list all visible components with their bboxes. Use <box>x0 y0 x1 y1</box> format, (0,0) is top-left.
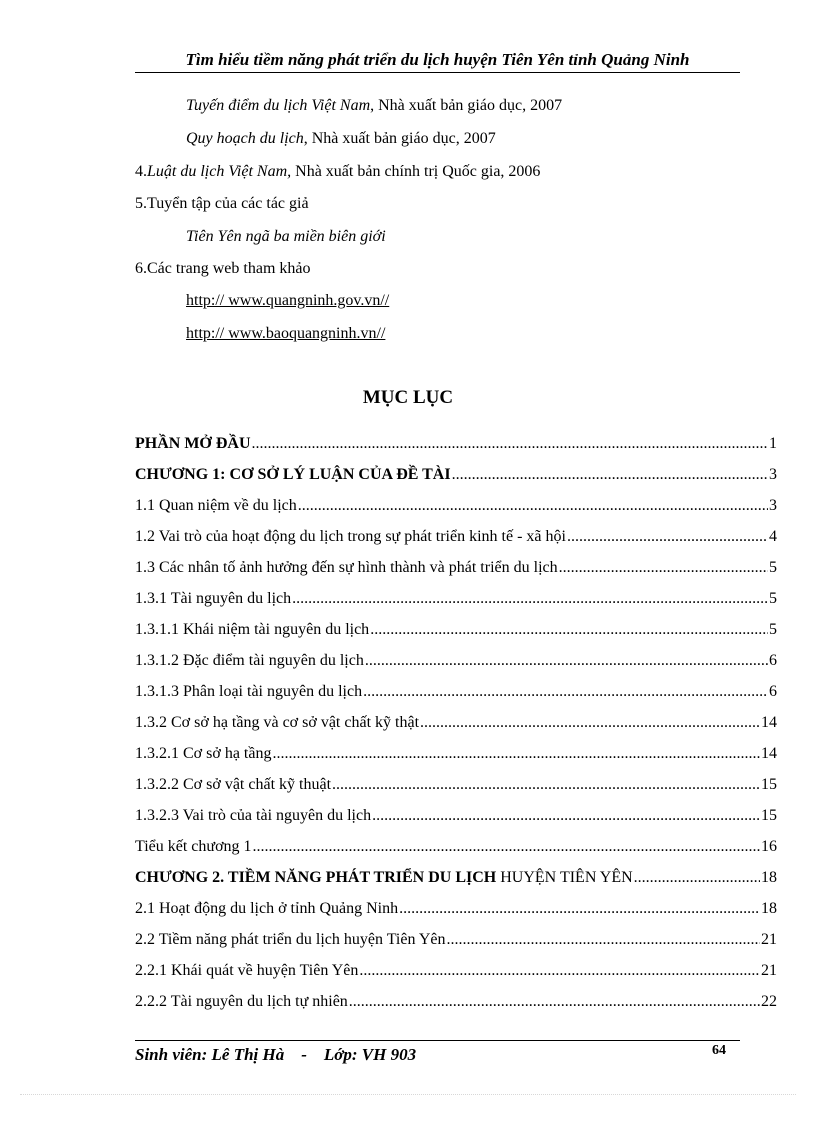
toc-entry-title: 1.3.1.2 Đặc điểm tài nguyên du lịch <box>135 652 364 669</box>
toc-entry-title: 1.1 Quan niệm về du lịch <box>135 497 297 514</box>
toc-entry-page: 18 <box>761 869 777 886</box>
toc-entry[interactable] <box>135 887 777 918</box>
toc-entry[interactable] <box>135 825 777 856</box>
toc-entry-page: 14 <box>761 745 777 762</box>
toc-leader <box>298 497 768 515</box>
toc-leader <box>365 652 768 670</box>
toc-leader <box>292 590 768 608</box>
header-rule <box>135 72 740 73</box>
toc-entry-page: 3 <box>769 497 777 514</box>
reference-title: Luật du lịch Việt Nam, <box>147 163 292 180</box>
toc-entry-title: 1.3.1.1 Khái niệm tài nguyên du lịch <box>135 621 370 638</box>
toc-leader <box>253 838 760 856</box>
toc-entry-title: 1.3.2 Cơ sở hạ tầng và cơ sở vật chất kỹ thật <box>135 714 420 731</box>
toc-entry-page: 21 <box>761 962 777 979</box>
toc-entry[interactable] <box>135 670 777 701</box>
reference-link[interactable]: http:// www.baoquangninh.vn// <box>186 325 386 342</box>
toc-entry-title: 2.1 Hoạt động du lịch ở tỉnh Quảng Ninh <box>135 900 399 917</box>
reference-publisher: , Nhà xuất bản giáo dục, 2007 <box>303 130 496 147</box>
reference-line <box>186 129 496 149</box>
reference-title: Quy hoạch du lịch <box>186 130 304 147</box>
toc-entry-title: 1.3.2.2 Cơ sở vật chất kỹ thuật <box>135 776 332 793</box>
toc-entry-page: 4 <box>769 528 777 545</box>
toc-entry-page: 16 <box>761 838 777 855</box>
reference-line: 6.Các trang web tham khảo <box>135 260 311 277</box>
toc-entry-title: 1.3 Các nhân tố ảnh hưởng đến sự hình thành và phát triển du lịch <box>135 559 558 576</box>
reference-link[interactable]: http:// www.quangninh.gov.vn// <box>186 292 390 309</box>
toc-entry-title: CHƯƠNG 1: CƠ SỞ LÝ LUẬN CỦA ĐỀ TÀI <box>135 466 451 483</box>
reference-number: 4. <box>135 163 147 180</box>
toc-entry-title: 2.2.1 Khái quát về huyện Tiên Yên <box>135 962 359 979</box>
reference-line <box>186 96 562 116</box>
toc-entry-title: 1.2 Vai trò của hoạt động du lịch trong sự phát triển kinh tế - xã hội <box>135 528 566 545</box>
toc-entry-page: 5 <box>769 559 777 576</box>
toc-entry[interactable] <box>135 608 777 639</box>
reference-title: Tuyến điểm du lịch Việt Nam <box>186 97 371 114</box>
toc-leader <box>567 528 768 546</box>
toc-entry-page: 5 <box>769 621 777 638</box>
toc-leader <box>349 993 760 1011</box>
toc-entry-page: 22 <box>761 993 777 1010</box>
toc-entry-title: Tiểu kết chương 1 <box>135 838 252 855</box>
toc-entry-title-bold: CHƯƠNG 2. TIỀM NĂNG PHÁT TRIỂN DU LỊCH <box>135 869 497 886</box>
table-of-contents <box>135 422 777 1011</box>
toc-entry[interactable] <box>135 422 777 453</box>
toc-leader <box>363 683 768 701</box>
toc-entry[interactable] <box>135 918 777 949</box>
reference-title: Tiên Yên ngã ba miền biên giới <box>186 228 386 245</box>
toc-entry-title: 1.3.2.3 Vai trò của tài nguyên du lịch <box>135 807 372 824</box>
toc-leader <box>370 621 768 639</box>
toc-entry-page: 21 <box>761 931 777 948</box>
running-header-title: Tìm hiểu tiềm năng phát triển du lịch huyện Tiên Yên tỉnh Quảng Ninh <box>185 50 690 69</box>
toc-entry[interactable] <box>135 763 777 794</box>
reference-publisher: , Nhà xuất bản giáo dục, 2007 <box>370 97 563 114</box>
toc-entry-page: 1 <box>769 435 777 452</box>
toc-entry[interactable] <box>135 732 777 763</box>
toc-entry-title: 2.2 Tiềm năng phát triển du lịch huyện Tiên Yên <box>135 931 446 948</box>
page-number: 64 <box>712 1043 726 1058</box>
toc-leader <box>359 962 760 980</box>
reference-line <box>135 162 540 182</box>
toc-leader <box>272 745 760 763</box>
toc-leader <box>332 776 760 794</box>
toc-entry[interactable] <box>135 546 777 577</box>
toc-entry-title <box>135 869 633 887</box>
toc-entry-title-rest: HUYỆN TIÊN YÊN <box>496 869 633 886</box>
toc-heading: MỤC LỤC <box>362 387 454 408</box>
toc-entry[interactable] <box>135 515 777 546</box>
toc-entry[interactable] <box>135 577 777 608</box>
reference-line: 5.Tuyển tập của các tác giả <box>135 195 309 212</box>
toc-entry-page: 6 <box>769 683 777 700</box>
toc-entry-page: 18 <box>761 900 777 917</box>
toc-leader <box>447 931 760 949</box>
toc-leader <box>452 466 768 484</box>
toc-entry-title: 2.2.2 Tài nguyên du lịch tự nhiên <box>135 993 348 1010</box>
toc-entry-title: PHẦN MỞ ĐẦU <box>135 435 251 452</box>
page-bottom-dotted-edge <box>20 1094 796 1095</box>
toc-entry[interactable] <box>135 980 777 1011</box>
toc-entry[interactable] <box>135 484 777 515</box>
toc-entry-page: 6 <box>769 652 777 669</box>
toc-leader <box>372 807 760 825</box>
toc-entry[interactable] <box>135 453 777 484</box>
toc-entry[interactable] <box>135 794 777 825</box>
toc-entry[interactable] <box>135 701 777 732</box>
reference-line <box>186 227 386 247</box>
toc-leader <box>634 869 760 887</box>
toc-entry-page: 5 <box>769 590 777 607</box>
toc-leader <box>399 900 760 918</box>
toc-entry-page: 14 <box>761 714 777 731</box>
toc-entry-page: 15 <box>761 807 777 824</box>
toc-entry[interactable] <box>135 949 777 980</box>
reference-publisher: Nhà xuất bản chính trị Quốc gia, 2006 <box>291 163 541 180</box>
toc-entry[interactable] <box>135 639 777 670</box>
toc-leader <box>559 559 768 577</box>
toc-entry-page: 3 <box>769 466 777 483</box>
footer-student-info: Sinh viên: Lê Thị Hà - Lớp: VH 903 <box>135 1045 417 1064</box>
footer-rule <box>135 1040 740 1041</box>
toc-leader <box>252 435 768 453</box>
toc-entry-title: 1.3.1 Tài nguyên du lịch <box>135 590 292 607</box>
toc-entry-title: 1.3.2.1 Cơ sở hạ tầng <box>135 745 272 762</box>
toc-entry-title: 1.3.1.3 Phân loại tài nguyên du lịch <box>135 683 363 700</box>
toc-entry[interactable] <box>135 856 777 887</box>
toc-entry-page: 15 <box>761 776 777 793</box>
toc-leader <box>420 714 760 732</box>
